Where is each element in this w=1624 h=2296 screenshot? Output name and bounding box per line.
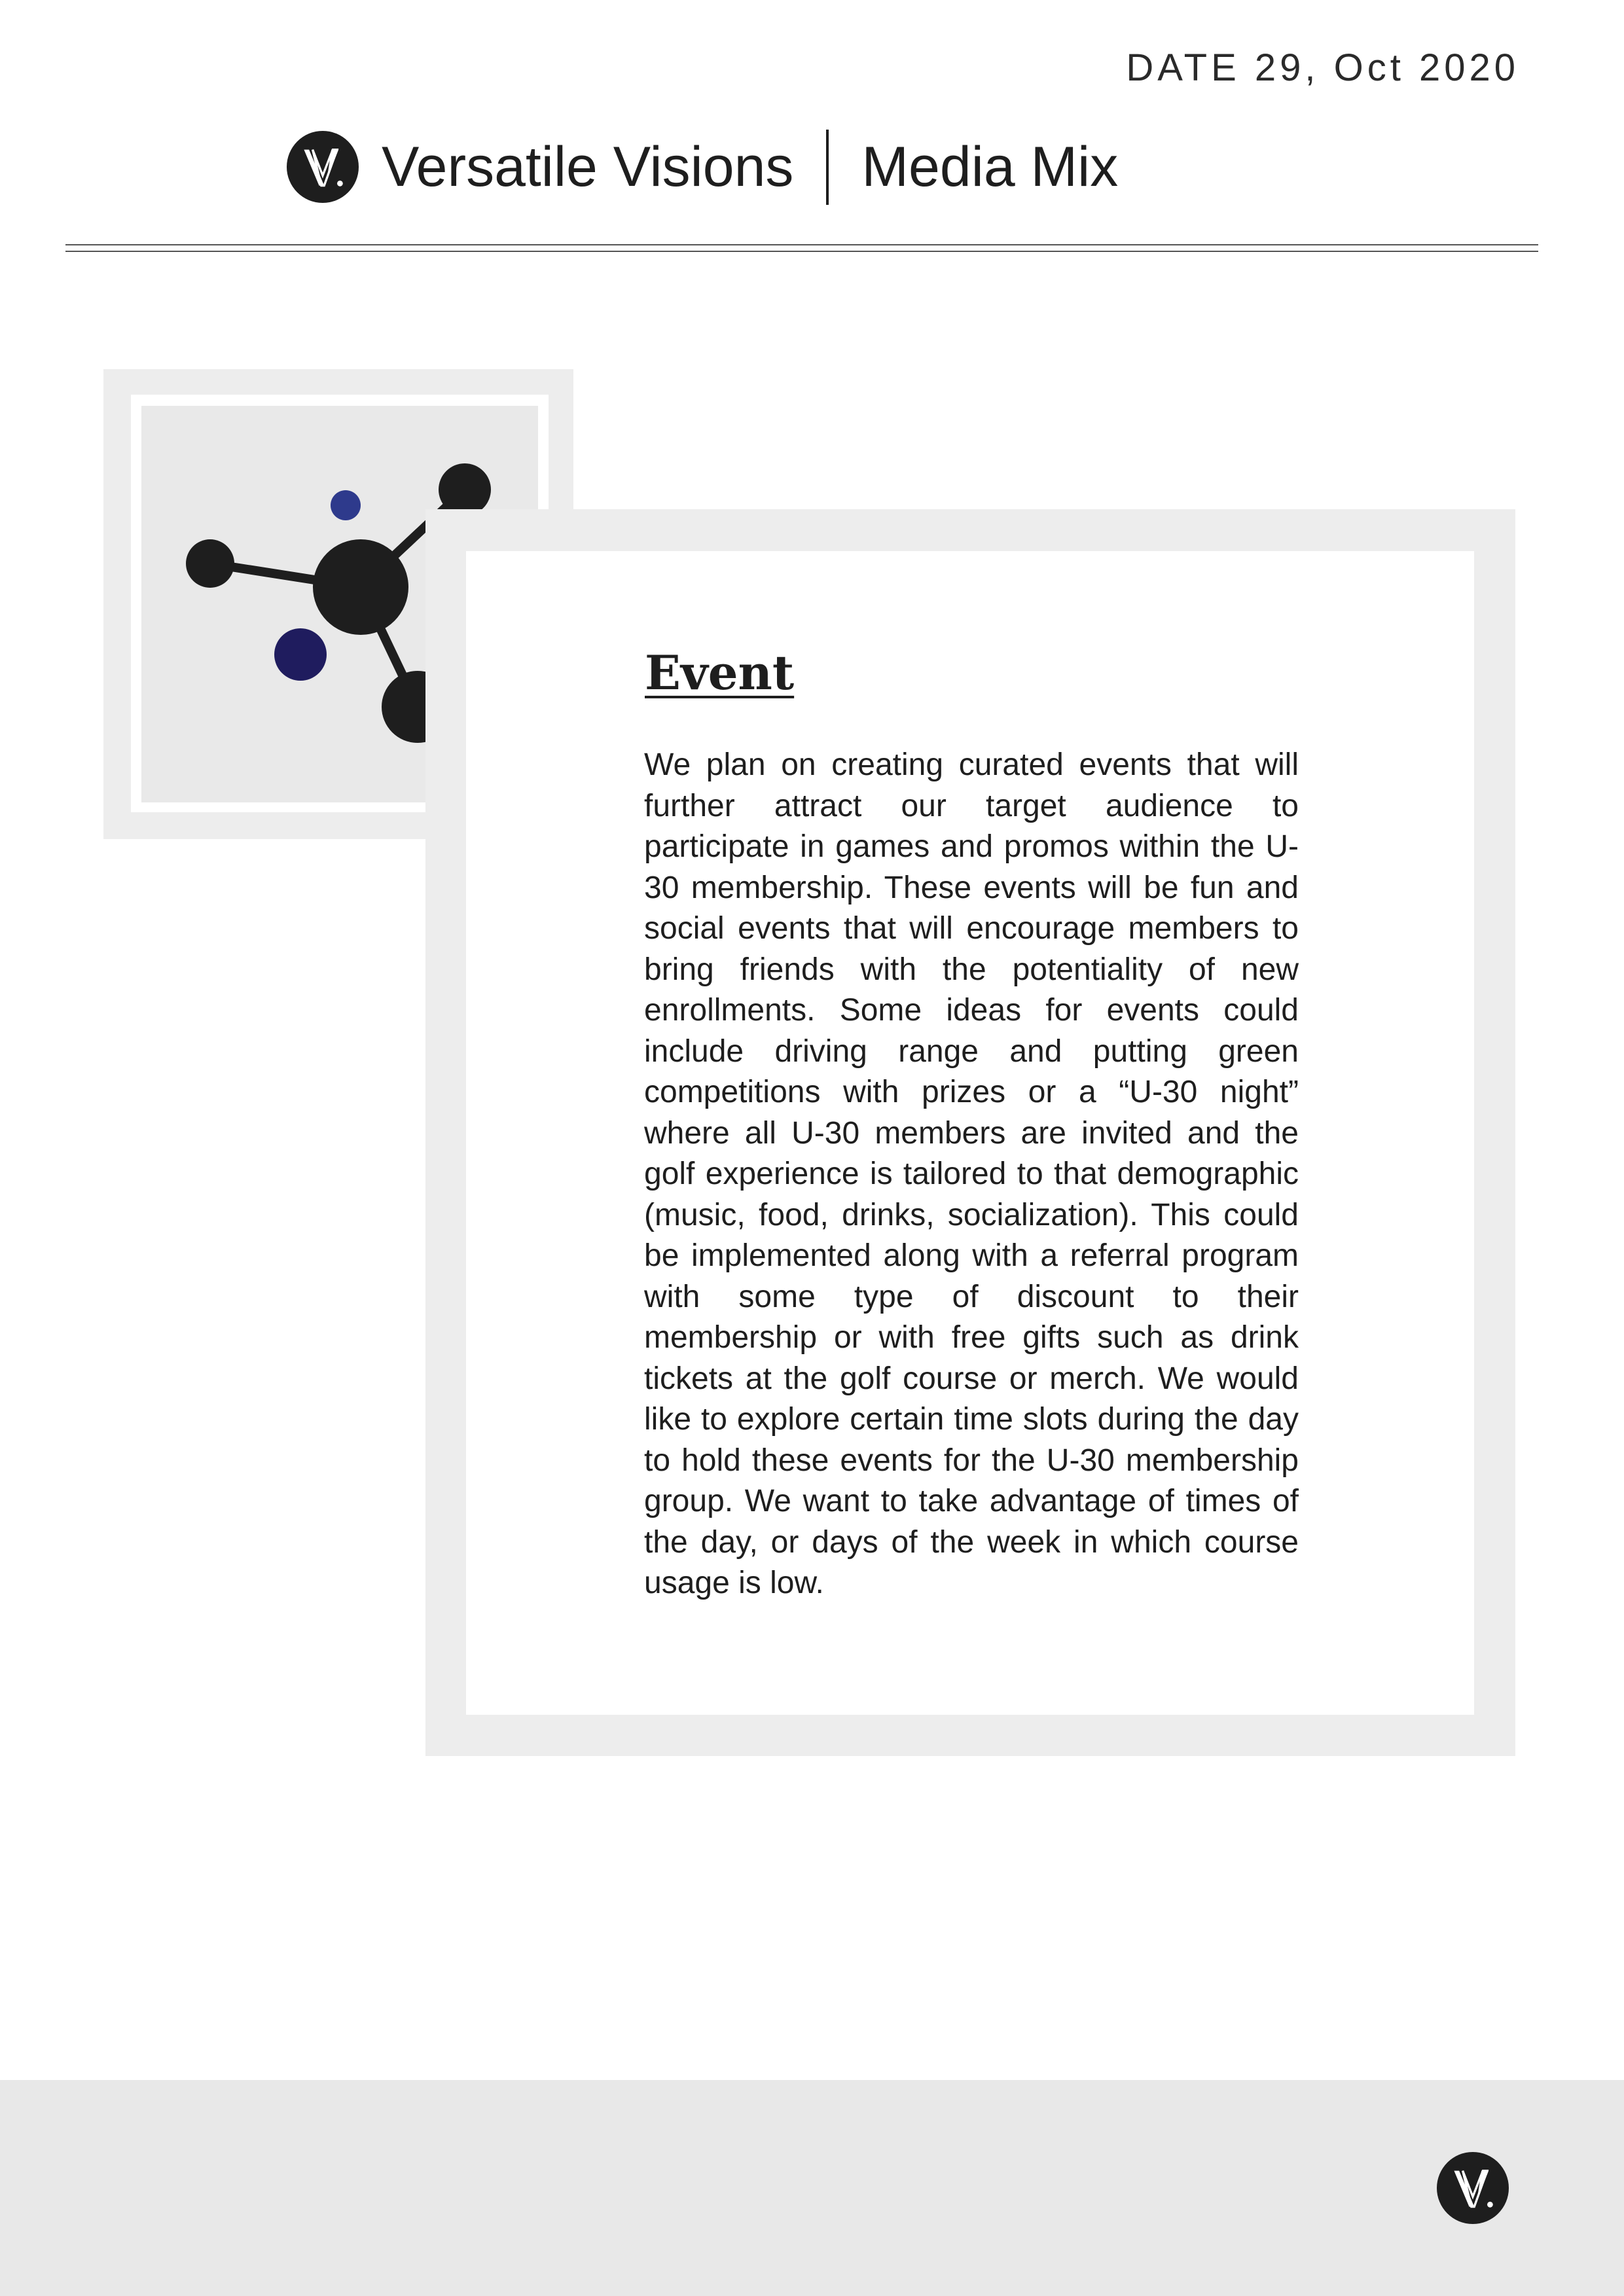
- brand-divider: [826, 130, 829, 205]
- vv-monogram-icon: [287, 131, 359, 203]
- header-rule-top: [65, 244, 1538, 245]
- brand-header: [287, 128, 1118, 206]
- section-title: Event: [645, 645, 795, 700]
- footer-band: [0, 2080, 1624, 2296]
- document-date: DATE 29, Oct 2020: [1126, 46, 1519, 89]
- brand-name: Versatile Visions: [382, 135, 794, 198]
- vv-monogram-icon: [1437, 2152, 1509, 2224]
- section-body: We plan on creating curated events that will further attract our target audience to participate in games and promos within the U-30 membership. These events will be fun and social events that will encourage members to bring friends with the potentiality of new enrollments. Some ideas for events could include driving range and putting green competitions with prizes or a “U-30 night” where all U-30 members are invited and the golf experience is tailored to that demographic (music, food, drinks, socialization). This could be implemented along with a referral program with some type of discount to their membership or with free gifts such as drink tickets at the golf course or merch. We would like to explore certain time slots during the day to hold these events for the U-30 membership group. We want to take advantage of times of the day, or days of the week in which course usage is low.: [644, 747, 1299, 1600]
- header-rule-bottom: [65, 251, 1538, 252]
- brand-subtitle: Media Mix: [861, 135, 1119, 198]
